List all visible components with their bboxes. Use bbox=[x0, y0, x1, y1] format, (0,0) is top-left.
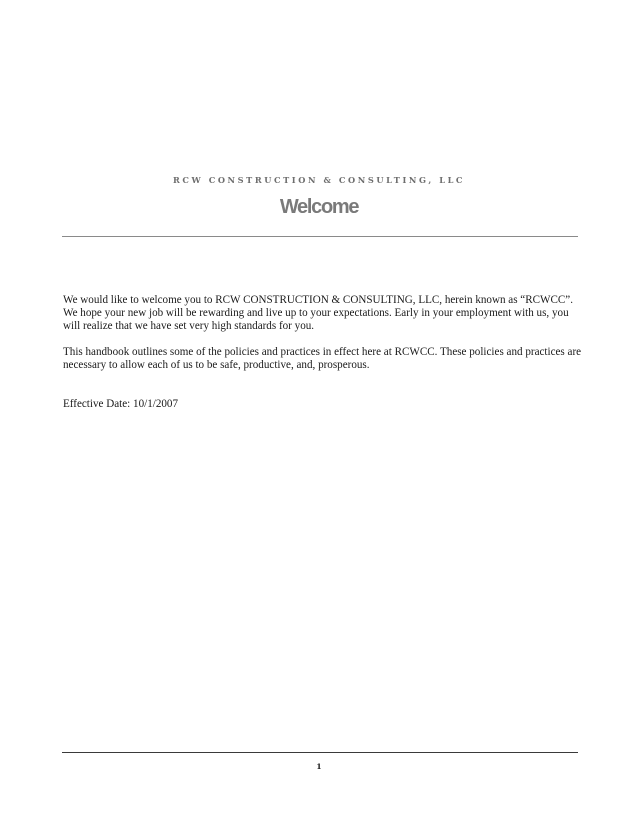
footer-divider bbox=[62, 752, 578, 753]
page-title: Welcome bbox=[279, 196, 359, 218]
page-number: 1 bbox=[316, 762, 322, 771]
welcome-paragraph: We would like to welcome you to RCW CONSTRUCTION & CONSULTING, LLC, herein known as “RCWCC”. We hope your new job will be rewarding and live up to your expectations. Early in your employment with us, you will realize that we have set very high standards for you. bbox=[63, 294, 573, 332]
header-divider bbox=[62, 236, 578, 237]
handbook-paragraph: This handbook outlines some of the policies and practices in effect here at RCWCC. These policies and practices are necessary to allow each of us to be safe, productive, and, prosperous. bbox=[63, 346, 582, 371]
company-name: RCW CONSTRUCTION & CONSULTING, LLC bbox=[172, 175, 466, 185]
effective-date: Effective Date: 10/1/2007 bbox=[63, 398, 179, 410]
body-text bbox=[63, 294, 583, 411]
